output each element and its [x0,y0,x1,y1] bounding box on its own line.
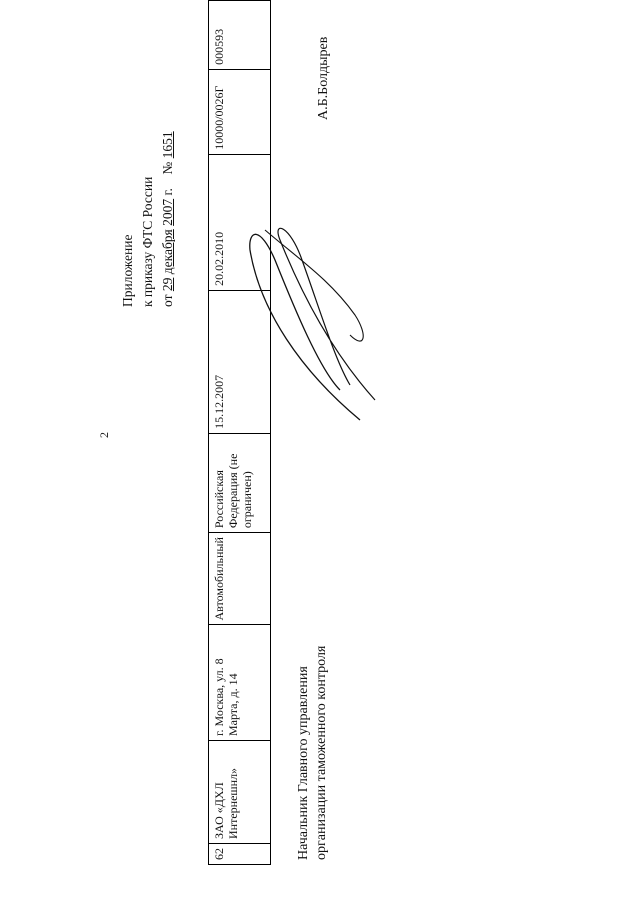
cell-date-from: 15.12.2007 [209,290,271,433]
date-prefix: от [160,294,175,307]
page-number: 2 [97,432,111,438]
registry-table [208,0,271,865]
cell-transport: Автомобильный [209,533,271,625]
appendix-header [118,131,178,307]
table-row [209,1,271,865]
date-year-suffix: г. [160,188,175,196]
cell-certificate: 000593 [209,1,271,70]
cell-address: г. Москва, ул. 8 Марта, д. 14 [209,625,271,741]
cell-number: 62 [209,844,271,865]
date-year: 2007 [160,198,175,226]
appendix-date-line [158,131,178,307]
order-number: 1651 [160,131,175,159]
cell-organization: ЗАО «ДХЛ Интернешнл» [209,741,271,844]
position-line-1: Начальник Главного управления [296,666,311,860]
appendix-title: Приложение [120,234,135,307]
position-line-2: организации таможенного контроля [314,645,329,860]
cell-date-to: 20.02.2010 [209,154,271,290]
date-day: 29 [160,277,175,292]
cell-code: 10000/0026Г [209,69,271,154]
handwritten-signature-icon [240,210,390,430]
signatory-name: А.Б.Болдырев [316,36,331,120]
cell-territory: Российская Федерация (не ограничен) [209,433,271,532]
signatory-position [295,646,331,860]
number-label: № [160,161,175,175]
date-month: декабря [160,229,175,275]
appendix-order-ref: к приказу ФТС России [140,176,155,307]
